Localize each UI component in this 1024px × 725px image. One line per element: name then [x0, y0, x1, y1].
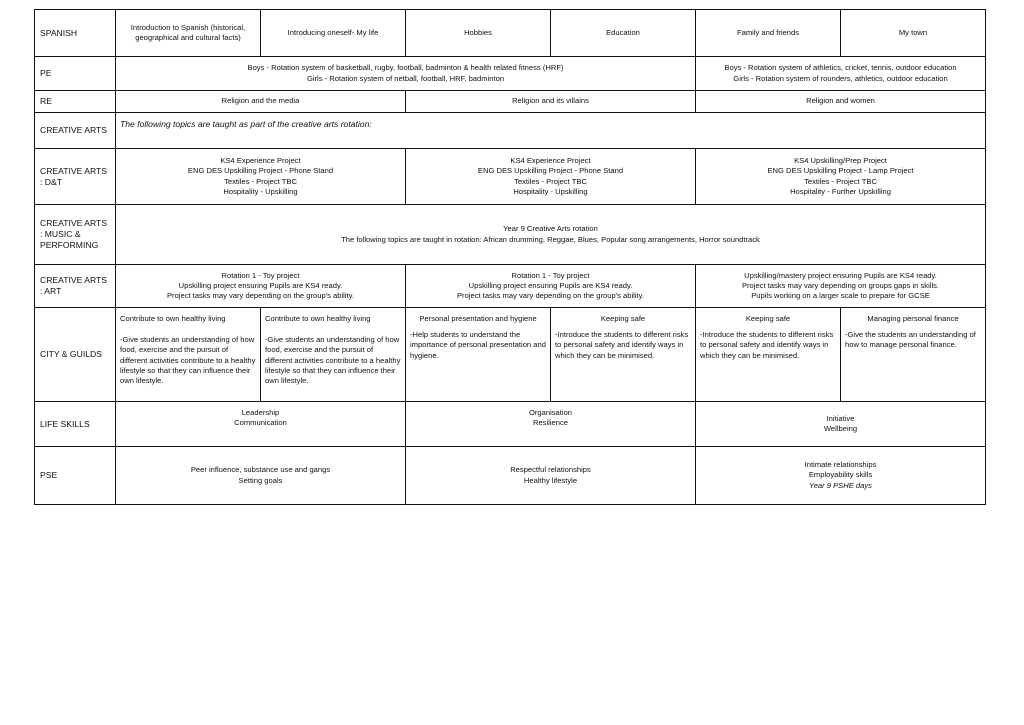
cell-line: Rotation 1 - Toy project — [221, 270, 300, 280]
table-cell — [406, 308, 551, 402]
cell-heading: Contribute to own healthy living — [265, 314, 371, 323]
cell-line: Peer influence, substance use and gangs — [190, 465, 331, 475]
row-spanish — [35, 10, 986, 57]
row-label: CITY & GUILDS — [35, 308, 116, 402]
table-cell — [841, 308, 986, 402]
table-cell — [696, 149, 986, 205]
cell-line: Hospitality - Upskilling — [513, 186, 588, 196]
table-cell — [696, 402, 986, 447]
cell-heading: Personal presentation and hygiene — [419, 314, 537, 323]
table-cell — [406, 402, 696, 447]
cell-line: Leadership — [241, 408, 280, 417]
row-label: LIFE SKILLS — [35, 402, 116, 447]
cell-line: KS4 Experience Project — [510, 156, 591, 166]
table-cell — [696, 265, 986, 308]
table-cell — [116, 205, 986, 265]
cell-line: Project tasks may vary depending on the group's ability. — [166, 291, 355, 301]
cell-heading: Managing personal finance — [867, 314, 959, 323]
cell-body: -Give the students an understanding of how to manage personal finance. — [845, 330, 976, 350]
table-cell — [116, 402, 406, 447]
cell-line: Healthy lifestyle — [523, 475, 578, 485]
cell-line: Girls - Rotation system of netball, football, HRF, badminton — [306, 73, 505, 83]
cell-heading: Contribute to own healthy living — [120, 314, 226, 323]
curriculum-table — [34, 9, 986, 505]
table-cell: My town — [841, 10, 986, 57]
cell-line: Year 9 PSHE days — [809, 480, 872, 490]
table-cell — [696, 57, 986, 91]
cell-line: Resilience — [532, 418, 569, 428]
row-music — [35, 205, 986, 265]
row-life-skills — [35, 402, 986, 447]
row-creative-arts — [35, 113, 986, 149]
cell-line: Boys - Rotation system of basketball, rugby, football, badminton & health related fitness (HRF) — [247, 63, 564, 73]
table-cell — [261, 308, 406, 402]
table-cell — [406, 447, 696, 505]
table-cell — [116, 265, 406, 308]
cell-line: ENG DES Upskilling Project - Phone Stand — [477, 166, 624, 176]
cell-line: Upskilling project ensuring Pupils are KS4 ready. — [468, 280, 633, 290]
table-cell: Education — [551, 10, 696, 57]
cell-body: -Give students an understanding of how food, exercise and the pursuit of different activities contribute to a healthy lifestyle so that they can influence their own lifestyle. — [265, 335, 401, 386]
table-cell — [696, 308, 841, 402]
cell-line: Textiles - Project TBC — [804, 176, 877, 186]
cell-line: Textiles - Project TBC — [224, 176, 297, 186]
cell-line: KS4 Upskilling/Prep Project — [794, 156, 887, 166]
table-cell — [116, 113, 986, 149]
row-label: SPANISH — [35, 10, 116, 57]
cell-line: Intimate relationships — [804, 460, 877, 470]
cell-line: Boys - Rotation system of athletics, cricket, tennis, outdoor education — [724, 63, 957, 73]
table-cell — [116, 149, 406, 205]
row-label: PE — [35, 57, 116, 91]
cell-body: -Introduce the students to different risks to personal safety and identify ways in which they can be minimised. — [555, 330, 689, 360]
row-label: CREATIVE ARTS : ART — [35, 265, 116, 308]
cell-line: Initiative — [826, 413, 855, 423]
row-label: RE — [35, 91, 116, 113]
row-art — [35, 265, 986, 308]
cell-line: Year 9 Creative Arts rotation — [503, 224, 598, 234]
cell-line: Girls - Rotation system of rounders, athletics, outdoor education — [733, 73, 948, 83]
cell-body: -Help students to understand the importance of personal presentation and hygiene. — [410, 330, 546, 360]
cell-line: ENG DES Upskilling Project - Lamp Project — [767, 166, 914, 176]
cell-line: KS4 Experience Project — [220, 156, 301, 166]
row-label: CREATIVE ARTS : MUSIC & PERFORMING — [35, 205, 116, 265]
cell-line: Communication — [234, 418, 287, 428]
cell-line: Pupils working on a larger scale to prepare for GCSE — [751, 291, 930, 301]
cell-body: -Give students an understanding of how food, exercise and the pursuit of different activities contribute to a healthy lifestyle so that they can influence their own lifestyle. — [120, 335, 256, 386]
cell-heading: Keeping safe — [600, 314, 646, 323]
row-label: CREATIVE ARTS — [35, 113, 116, 149]
table-cell — [551, 308, 696, 402]
table-cell — [696, 447, 986, 505]
table-cell: Introduction to Spanish (historical, geographical and cultural facts) — [116, 10, 261, 57]
row-pse — [35, 447, 986, 505]
table-cell: Religion and the media — [116, 91, 406, 113]
table-cell: Religion and its villains — [406, 91, 696, 113]
cell-line: Textiles - Project TBC — [514, 176, 587, 186]
cell-line: Rotation 1 - Toy project — [511, 270, 590, 280]
cell-line: Upskilling/mastery project ensuring Pupils are KS4 ready. — [744, 270, 937, 280]
cell-body: -Introduce the students to different risks to personal safety and identify ways in which they can be minimised. — [700, 330, 834, 360]
cell-line: Hospitality - Upskilling — [223, 186, 298, 196]
table-cell — [116, 57, 696, 91]
table-cell: Family and friends — [696, 10, 841, 57]
table-cell: Introducing oneself- My life — [261, 10, 406, 57]
cell-line: Employability skills — [808, 470, 873, 480]
row-pe — [35, 57, 986, 91]
cell-line: The following topics are taught in rotation: African drumming, Reggae, Blues, Popular song arrangements, Horror soundtrack — [341, 234, 760, 244]
cell-line: Hospitality - Further Upskilling — [790, 186, 891, 196]
cell-line: Upskilling project ensuring Pupils are KS4 ready. — [178, 280, 343, 290]
table-cell — [406, 149, 696, 205]
row-city-guilds — [35, 308, 986, 402]
row-re — [35, 91, 986, 113]
table-cell: Hobbies — [406, 10, 551, 57]
cell-line: Organisation — [528, 408, 573, 417]
cell-line: Project tasks may vary depending on groups gaps in skills. — [741, 280, 940, 290]
row-label: PSE — [35, 447, 116, 505]
cell-line: ENG DES Upskilling Project - Phone Stand — [187, 166, 334, 176]
rotation-note: The following topics are taught as part of the creative arts rotation: — [120, 119, 372, 129]
table-cell — [406, 265, 696, 308]
table-cell: Religion and women — [696, 91, 986, 113]
cell-line: Respectful relationships — [510, 465, 591, 475]
row-dt — [35, 149, 986, 205]
cell-line: Wellbeing — [823, 424, 858, 433]
cell-line: Setting goals — [238, 475, 283, 485]
table-cell — [116, 308, 261, 402]
cell-heading: Keeping safe — [745, 314, 791, 323]
cell-line: Project tasks may vary depending on the group's ability. — [456, 291, 645, 301]
table-cell — [116, 447, 406, 505]
row-label: CREATIVE ARTS : D&T — [35, 149, 116, 205]
